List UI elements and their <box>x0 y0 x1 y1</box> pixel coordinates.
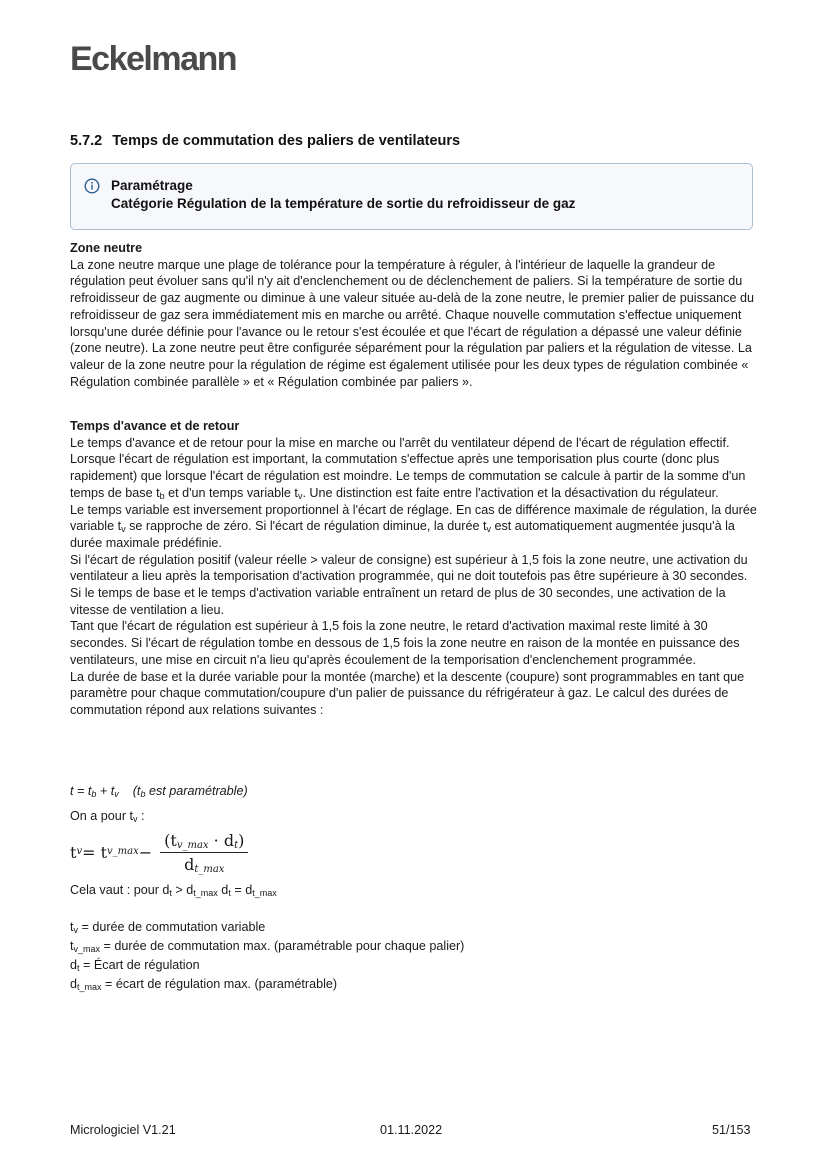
parameter-info-box <box>70 163 753 230</box>
temps-paragraph-3: Si l'écart de régulation positif (valeur réelle > valeur de consigne) est supérieur à 1,5 fois la zone neutre, une activation du ventilateur a lieu après la temporisation d'activation programmée, qui ne doit toutefois pas être supérieure à 30 secondes. Si le temps de base et le temps d'activation variable entraînent un retard de plus de 30 secondes, une activation de la vitesse de ventilation a lieu. <box>70 552 748 617</box>
zone-neutre-section <box>70 240 760 390</box>
definition-item: $t_v$ = durée de commutation variable <box>70 920 266 935</box>
footer-firmware-version: Micrologiciel V1.21 <box>70 1123 176 1137</box>
definition-item: $t_{v\_max}$ = durée de commutation max. (paramétrable pour chaque palier) <box>70 939 465 954</box>
section-number: 5.7.2 <box>70 133 103 149</box>
formula-fraction: $\frac{(t_{v\_max} \cdot d_t)}{d_{t\_max}}$ <box>160 831 248 874</box>
temps-paragraph-4: Tant que l'écart de régulation est supérieur à 1,5 fois la zone neutre, le retard d'activation maximal reste limité à 30 secondes. Si l'écart de régulation tombe en dessous de 1,5 fois la zone neutre en raison de la montée en puissance des ventilateurs, une mise en circuit n'a lieu qu'après écoulement de la temporisation d'enclenchement programmée. <box>70 619 740 667</box>
formula-condition: Cela vaut : pour $d_t > d_{t\_max}$ $d_t = d_{t\_max}$ <box>70 883 277 898</box>
temps-paragraph-2: Le temps variable est inversement proportionnel à l'écart de réglage. En cas de différence maximale de régulation, la durée variable $t_v$ se rapproche de zéro. Si l'écart de régulation diminue, la durée $t_v$ est automatiquement augmentée jusqu'à la durée maximale prédéfinie. <box>70 502 757 550</box>
temps-section <box>70 418 760 719</box>
company-logo: Eckelmann <box>70 40 237 78</box>
footer-date: 01.11.2022 <box>380 1123 443 1137</box>
formula-sum: $t = t_b + t_v$ ($t_b$ est paramétrable) <box>70 784 248 799</box>
formula-intro: On a pour $t_v$ : <box>70 809 145 824</box>
definition-item: $d_t$ = Écart de régulation <box>70 958 200 973</box>
info-icon <box>84 178 100 194</box>
formula-tv-equation: t v = t v_max − $\frac{(t_{v\_max} \cdot d_t)}{d_{t\_max}}$ <box>70 829 248 875</box>
info-box-category: Catégorie Régulation de la température de sortie du refroidisseur de gaz <box>111 196 576 211</box>
temps-paragraph-5: La durée de base et la durée variable pour la montée (marche) et la descente (coupure) sont programmables en tant que paramètre pour chaque commutation/coupure d'un palier de puissance du réfrigérateur à gaz. Le calcul des durées de commutation répond aux relations suivantes : <box>70 669 745 717</box>
definition-item: $d_{t\_max}$ = écart de régulation max. (paramétrable) <box>70 977 338 992</box>
temps-paragraph-1: Le temps d'avance et de retour pour la mise en marche ou l'arrêt du ventilateur dépend de l'écart de régulation effectif. Lorsque l'écart de régulation est important, la commutation s'effectue après une temporisation plus courte (donc plus rapidement) que lorsque l'écart de régulation est moindre. Le temps de commutation se calcule à partir de la somme d'un temps de base $t_b$ et d'un temps variable $t_v$. Une distinction est faite entre l'activation et la désactivation du régulateur. <box>70 435 746 501</box>
section-title-text: Temps de commutation des paliers de ventilateurs <box>112 133 461 149</box>
temps-heading: Temps d'avance et de retour <box>70 419 240 433</box>
definitions-list <box>70 918 464 994</box>
zone-neutre-paragraph: La zone neutre marque une plage de tolérance pour la température à réguler, à l'intérieur de laquelle la grandeur de régulation peut évoluer sans qu'il n'y ait d'enclenchement ou de déclenchement de paliers. Si la température de sortie du refroidisseur de gaz augmente ou diminue à une valeur située au-delà de la zone neutre, le premier palier de puissance du refroidisseur de gaz sera immédiatement mis en marche ou arrêté. Chaque nouvelle commutation s'effectue uniquement lorsqu'une durée définie pour l'avance ou le retour s'est écoulée et que l'écart de régulation a dépassé une valeur définie (zone neutre). La zone neutre peut être configurée séparément pour la régulation par paliers et la régulation de vitesse. La valeur de la zone neutre pour la régulation de régime est également utilisée pour les deux types de régulation combinée « Régulation combinée parallèle » et « Régulation combinée par paliers ». <box>70 257 754 389</box>
info-box-title: Paramétrage <box>111 178 193 193</box>
footer-page-number: 51/153 <box>712 1123 751 1137</box>
zone-neutre-heading: Zone neutre <box>70 241 143 255</box>
section-title <box>70 133 460 149</box>
